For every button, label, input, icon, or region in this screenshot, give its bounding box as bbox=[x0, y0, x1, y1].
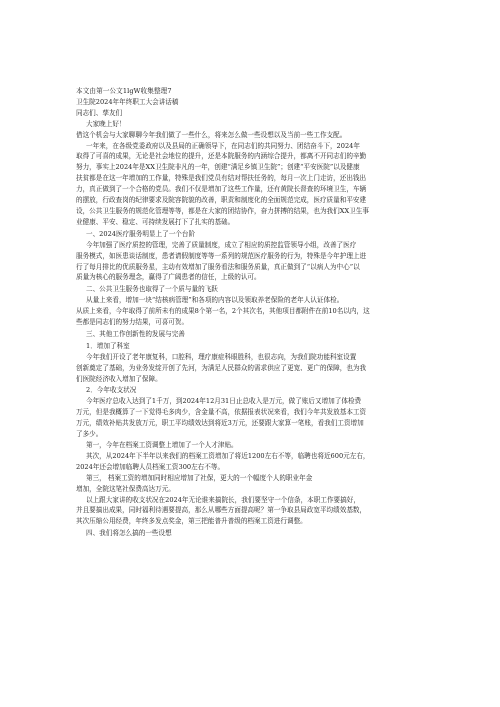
paragraph-line: 以上跟大家讲的收支状况在2024年无论谁来搞院长，我们要坚守一个信条，本职工作要搞好， bbox=[86, 495, 360, 504]
paragraph-line: 从质上来看，今年取得了前所未有的成果8个第一名，2个其次名，其他项目都附件在前10名以内，这 bbox=[76, 307, 370, 316]
paragraph-line: 今年我们开设了老年康复科，口腔科，理疗康症科眼胜科，也很志向，为我们院功能科室设置 bbox=[86, 352, 357, 361]
source-note: 本文由第一公文1lgW收集整理7 bbox=[76, 87, 172, 95]
salutation: 大家晚上好！ bbox=[86, 119, 126, 128]
paragraph-line: 第一，今年在档案工资调整上增加了一个人才津贴。 bbox=[86, 441, 238, 449]
paragraph-line: 创新奠定了基础，为业务发绽开创了先河，为满足人民群众的需求供应了更宽、更广的保障，也为我 bbox=[76, 363, 367, 372]
paragraph-line: 些都是同志们的努力结果，可喜可贺。 bbox=[76, 318, 189, 327]
paragraph-line: 万元，绩效补贴共发放万元，职工平均绩效达到将近3万元，还要跟大家算一笔账，看我们工资增加 bbox=[76, 419, 364, 428]
paragraph-line: 业健康、平安、稳定、可持续发展打下了扎实的基础。 bbox=[76, 217, 235, 226]
paragraph-line: 借这个机会与大家聊聊今年我们做了一些什么，将来怎么做一些设想以及当前一些工作支配。 bbox=[76, 130, 347, 139]
paragraph-line: 们医院经济收入增加了保障。 bbox=[76, 374, 162, 383]
section-heading: 二、公共卫生服务也取得了一个质与量的飞跃 bbox=[86, 285, 218, 294]
paragraph-line: 了多少。 bbox=[76, 430, 103, 439]
section-heading: 三、其他工作创新性的发展与完善 bbox=[86, 329, 185, 338]
paragraph-line: 其次压缩公用经费，年终多发点奖金，第三把能普升普级的档案工资进行调整。 bbox=[76, 517, 307, 526]
document-title: 卫生院2024年年终职工大会讲话稿 bbox=[76, 97, 179, 106]
paragraph-line: 今年加强了医疗质控的管理，完善了质量制度，成立了相应的质控监管领导小组，改善了医疗 bbox=[86, 240, 357, 249]
paragraph-line: 从量上来看，增加一块“结核病管理”和各项的内容以及领取养老保险的老年人认证体检。 bbox=[86, 296, 344, 305]
greeting: 同志们、孳友们 bbox=[76, 108, 123, 117]
document-body bbox=[76, 86, 426, 539]
paragraph-line: 第三， 档案工资的增加同时相应增加了社保，更大的一个幅度个人的职业年金 bbox=[86, 473, 313, 482]
paragraph-line: 努力，事实上2024年是XX卫生院非凡的一年，创建“满足乡镇卫生院”；创建“平安医院”以及健康 bbox=[76, 163, 360, 172]
paragraph-line: 的摆放，行政查岗的纪律要求及院容院貌的改善，职责和制度化的全面规范完成，医疗质量和平安建 bbox=[76, 196, 367, 205]
paragraph-line: 并且要搞出成果，同时福利待遇要提高，那么从哪些方面提高呢？第一争取县局政宽平均绩效基数， bbox=[76, 506, 367, 515]
paragraph-line: 服务模式，如医患谈话制度，患者请假制度等等一系列的规范医疗服务的行为，特殊是今年护理上进 bbox=[76, 251, 367, 260]
paragraph-line: 扶贫都是在这一年增加的工作量，特殊是我们党员有结对帮扶任务的，每月一次上门走访，还出钱出 bbox=[76, 174, 367, 183]
paragraph-line: 力，真正做到了一个合格的党员。我们不仅是增加了这些工作量，还有黄院长督查的环境卫生，车辆 bbox=[76, 185, 367, 194]
paragraph-line: 质量为核心的服务理念，赢得了广阔患者的信任，上级的认可。 bbox=[76, 273, 261, 282]
paragraph-line: 增加，全院这笔社保费高达万元。 bbox=[76, 484, 175, 493]
paragraph-line: 行了每月排比的优质服务星，主动有效增加了服务看法和服务质量，真正做到了“以病人为中心”以 bbox=[76, 262, 360, 271]
section-heading: 四、我们将怎么搞的一些设想 bbox=[86, 529, 172, 538]
paragraph-line: 设，公共卫生服务的规范化管理等等，都是在大家的团结协作，奋力拼搏的结果，也为我们XX卫生事 bbox=[76, 206, 369, 215]
paragraph-line: 万元，但是我概算了一下觉得毛多肉少，含金量不高，依据报表状况来看，我们今年共发放基本工资 bbox=[76, 408, 367, 417]
subsection-heading: 1．增加了科室 bbox=[86, 341, 130, 350]
paragraph-line: 其次，从2024年下半年以来我们的档案工资增加了将近1200左右不等，临聘也将近600元左右， bbox=[86, 451, 370, 460]
subsection-heading: 2．今年收支状况 bbox=[86, 386, 137, 395]
paragraph-line: 取得了可喜的成果，无论是社会地位的提升，还是本院服务的内涵综合提升，都离不开同志们的辛勤 bbox=[76, 152, 367, 161]
paragraph-line: 一年来，在各级党委政府以及县局的正确领导下，在同志们的共同努力、团结奋斗下，2024年 bbox=[86, 141, 360, 150]
paragraph-line: 今年医疗总收入达到了1千万，到2024年12月31日止总收入是万元，做了账后又增加了体检费 bbox=[86, 397, 362, 406]
paragraph-line: 2024年还会增加临聘人员档案工资300左右不等。 bbox=[76, 462, 225, 471]
section-heading: 一、2024医疗服务明显上了一个台阶 bbox=[86, 229, 196, 238]
